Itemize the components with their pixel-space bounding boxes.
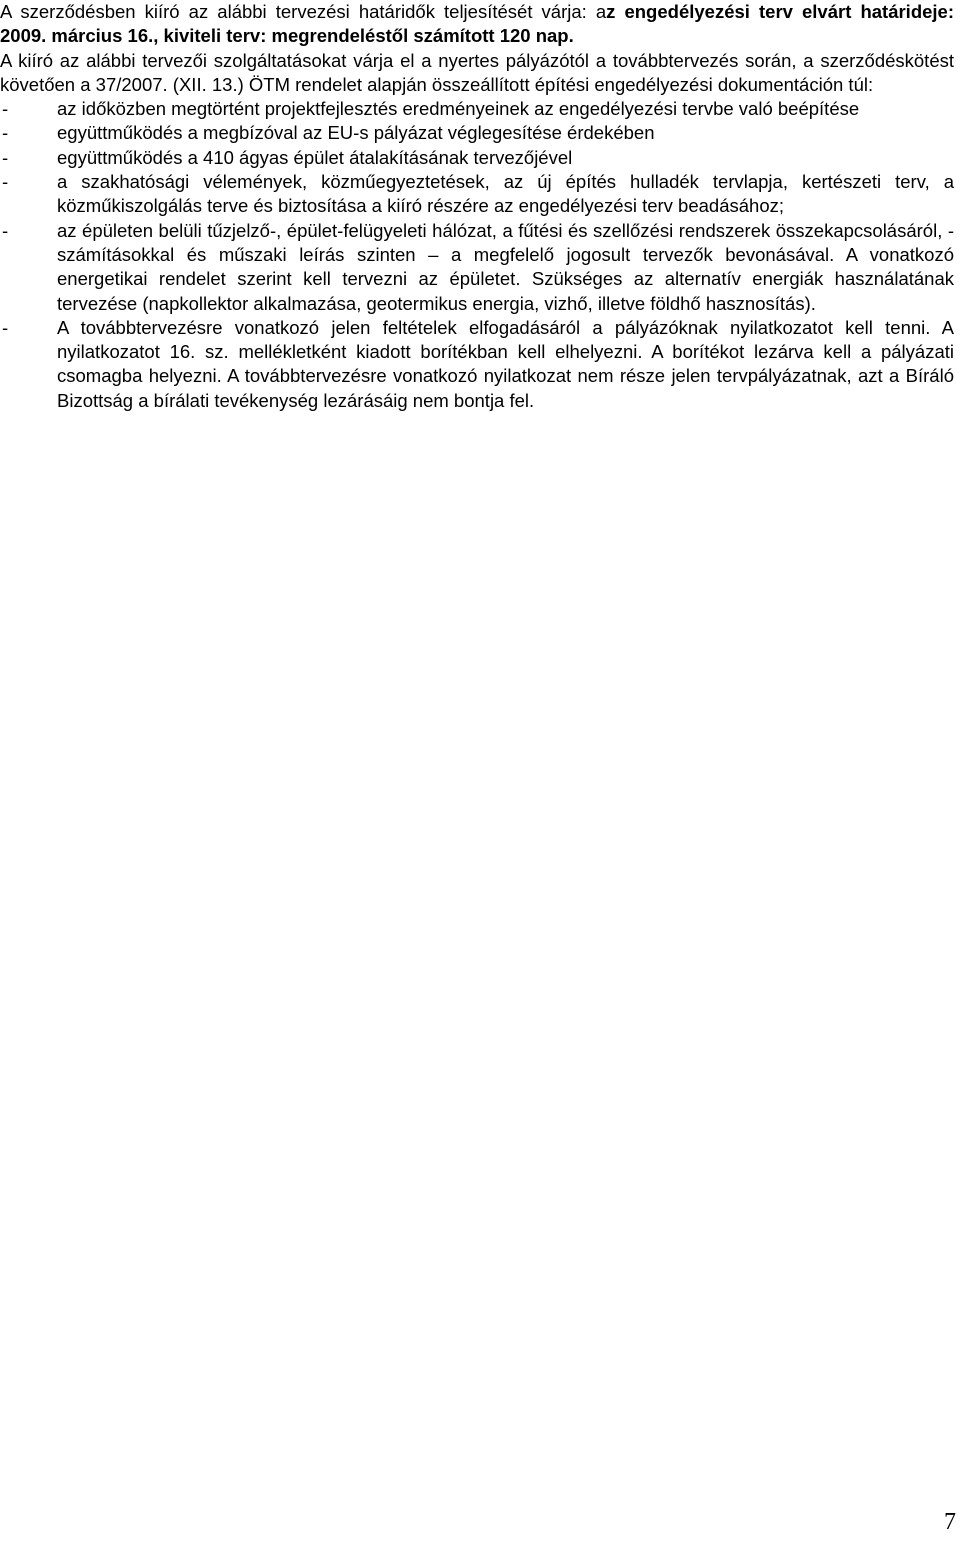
dash-bullet: - [2, 219, 9, 241]
dash-bullet: - [2, 146, 9, 168]
list-item-text: az időközben megtörtént projektfejlesztés eredményeinek az engedélyezési tervbe való beépítése [57, 98, 860, 120]
list-item-text: az épületen belüli tűzjelző-, épület-felügyeleti hálózat, a fűtési és szellőzési rendszerek összekapcsolásáról, - számításokkal és műszaki leírás szinten – a megfelelő jogosult tervezők bevonásával. A vonatkozó energetikai rendelet szerint kell tervezni az épületet. Szükséges az alternatív energiák használatának tervezése (napkollektor alkalmazása, geotermikus energia, vizhő, illetve földhő hasznosítás). [57, 219, 954, 314]
deadline-text: A szerződésben kiíró az alábbi tervezési határidők teljesítését várja: a [0, 1, 607, 22]
list-item [0, 121, 954, 145]
list-item [0, 219, 954, 316]
list-item-text: együttműködés a 410 ágyas épület átalakításának tervezőjével [57, 146, 573, 168]
dash-bullet: - [2, 171, 9, 193]
list-item-text: a szakhatósági vélemények, közműegyeztetések, az új építés hulladék tervlapja, kertészeti terv, a közműkiszolgálás terve és biztosítása a kiíró részére az engedélyezési terv beadásához; [57, 171, 954, 217]
dash-bullet: - [2, 122, 9, 144]
dash-bullet: - [2, 316, 9, 338]
list-item-text: A továbbtervezésre vonatkozó jelen feltételek elfogadásáról a pályázóknak nyilatkozatot kell tenni. A nyilatkozatot 16. sz. mellékletként kiadott borítékban kell elhelyezni. A borítékot lezárva kell a pályázati csomagba helyezni. A továbbtervezésre vonatkozó nyilatkozat nem része jelen tervpályázatnak, azt a Bíráló Bizottság a bírálati tevékenység lezárásáig nem bontja fel. [57, 316, 954, 411]
page-number: 7 [944, 1509, 956, 1535]
list-item-text: együttműködés a megbízóval az EU-s pályázat véglegesítése érdekében [57, 122, 655, 144]
list-item [0, 146, 954, 170]
list-item [0, 97, 954, 121]
deadline-bold-text: z engedélyezési terv elvárt határideje: 2009. március 16., kiviteli terv: megrendeléstől számított 120 nap. [0, 1, 955, 47]
list-item [0, 170, 954, 219]
list-item [0, 316, 954, 413]
services-intro-paragraph: A kiíró az alábbi tervezői szolgáltatásokat várja el a nyertes pályázótól a továbbtervezés során, a szerződéskötést követően a 37/2007. (XII. 13.) ÖTM rendelet alapján összeállított építési engedélyezési dokumentáción túl: [0, 49, 954, 95]
dash-bullet: - [2, 98, 9, 120]
deadline-paragraph [0, 0, 954, 49]
document-body [0, 0, 954, 413]
services-list [0, 97, 954, 413]
